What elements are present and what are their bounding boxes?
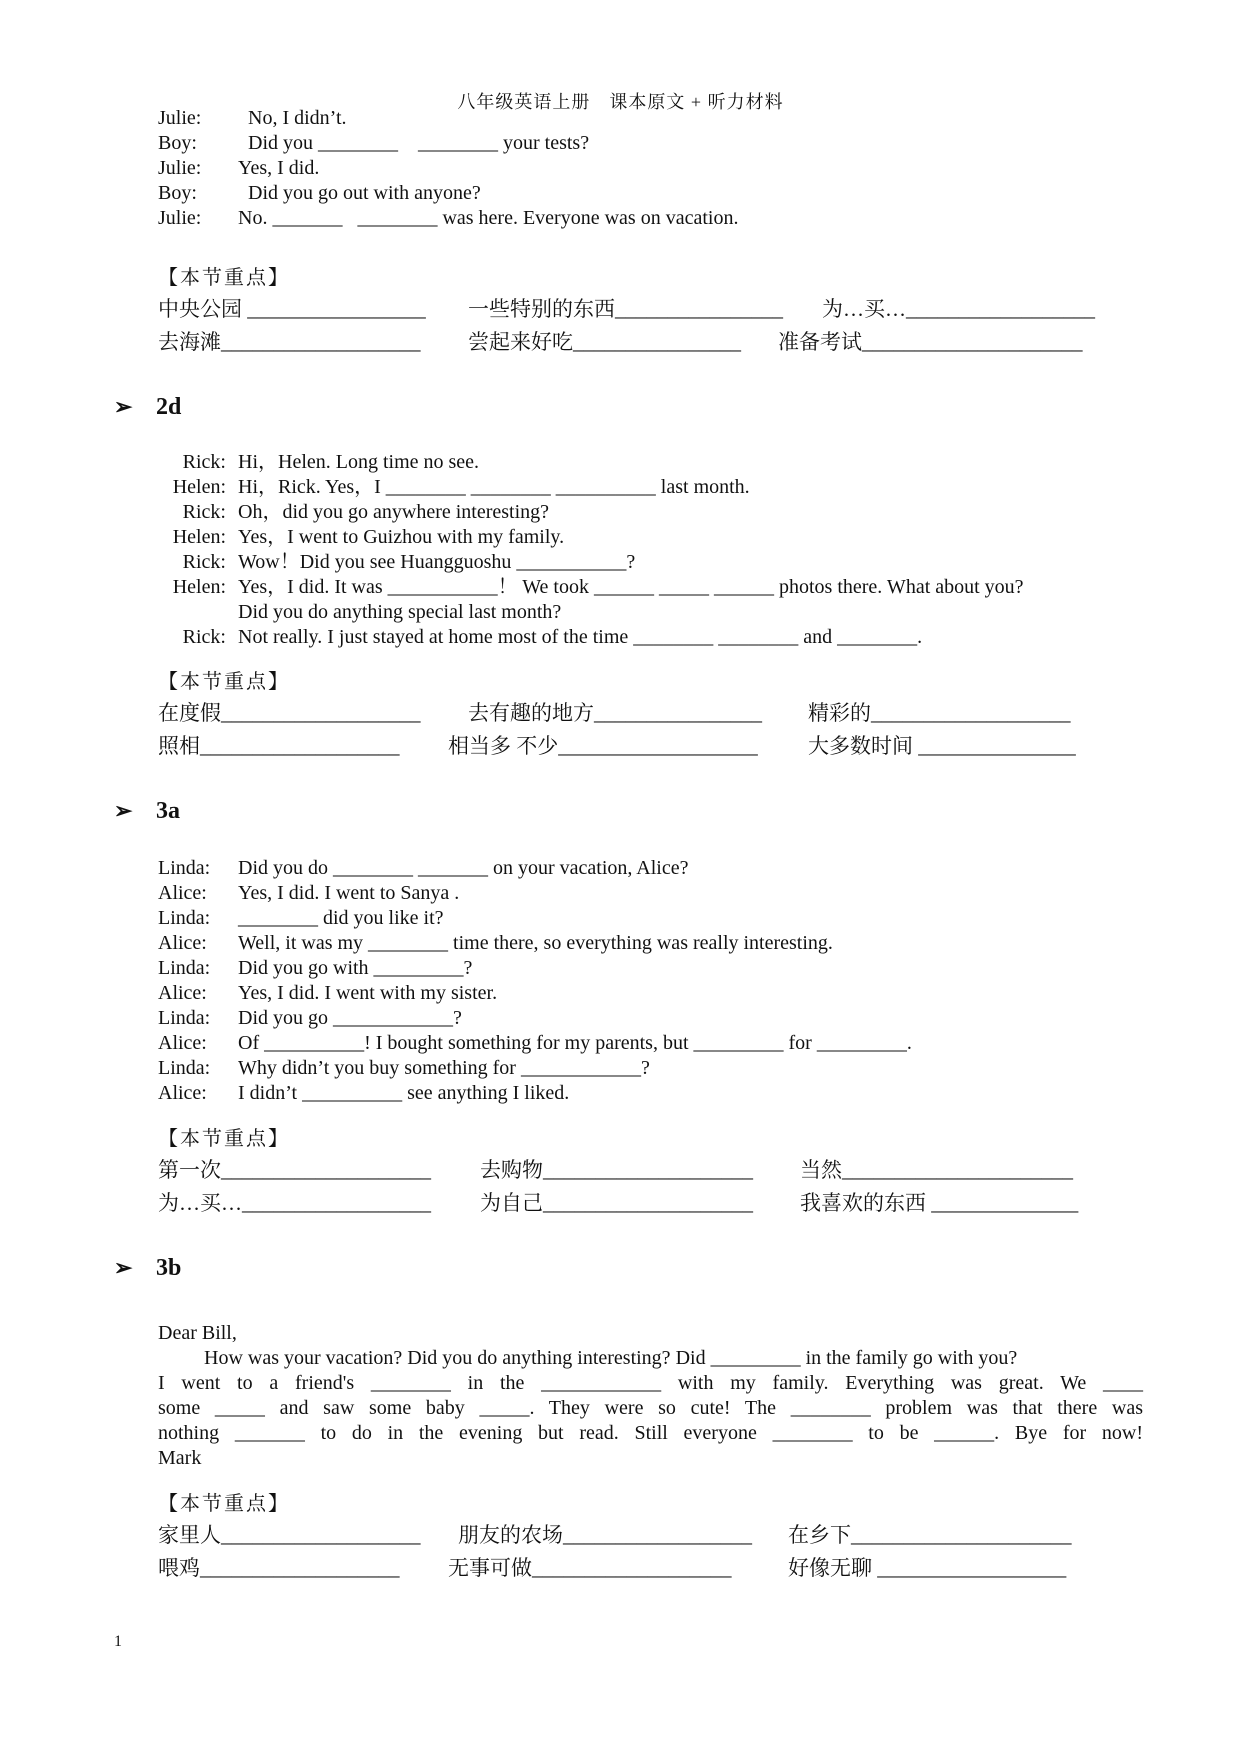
- dialogue-line: [158, 575, 1024, 600]
- dialogue-text: Did you go with _________?: [238, 957, 473, 979]
- dialogue-line: [158, 1006, 912, 1031]
- speaker-label: Alice:: [158, 882, 207, 904]
- dialogue-text: Yes, I did.: [238, 157, 320, 179]
- dialogue-text: Yes, I did. I went to Sanya .: [238, 882, 460, 904]
- speaker-label: Alice:: [158, 1082, 207, 1104]
- dialogue-line: [158, 1081, 912, 1106]
- focus-item: 好像无聊 __________________: [788, 1556, 1067, 1580]
- focus-item: 喂鸡___________________: [158, 1556, 400, 1580]
- focus-item: 去购物____________________: [480, 1158, 753, 1182]
- focus-row: [158, 697, 1118, 730]
- dialogue-text: Wow！Did you see Huangguoshu ___________?: [238, 551, 636, 573]
- focus-item: 中央公园 _________________: [158, 297, 426, 321]
- focus-item: 在度假___________________: [158, 701, 421, 725]
- speaker-label: Rick:: [182, 551, 226, 573]
- top-dialogue: [158, 106, 738, 231]
- focus-item: 家里人___________________: [158, 1523, 421, 1547]
- focus-item: 第一次____________________: [158, 1158, 431, 1182]
- dialogue-line: [158, 450, 1024, 475]
- dialogue-line: [158, 500, 1024, 525]
- speaker-label: Boy:: [158, 132, 197, 154]
- focus-row: [158, 730, 1118, 763]
- focus-item: 朋友的农场__________________: [458, 1523, 752, 1547]
- focus-item: 为…买…__________________: [822, 297, 1095, 321]
- focus-title: 【本节重点】: [158, 267, 290, 289]
- dialogue-text: Did you do anything special last month?: [238, 601, 562, 623]
- speaker-label: Julie:: [158, 157, 202, 179]
- focus-item: 尝起来好吃________________: [468, 330, 741, 354]
- letter-text: How was your vacation? Did you do anything interesting? Did _________ in the family go with you?: [204, 1347, 1018, 1369]
- speaker-label: Linda:: [158, 1007, 211, 1029]
- dialogue-line: [158, 475, 1024, 500]
- focus-item: 无事可做___________________: [448, 1556, 732, 1580]
- focus-item: 照相___________________: [158, 734, 400, 758]
- dialogue-text: Oh，did you go anywhere interesting?: [238, 501, 550, 523]
- page-number: 1: [114, 1633, 122, 1650]
- dialogue-text: Hi，Rick. Yes，I ________ ________ __________ last month.: [238, 476, 750, 498]
- letter-salutation: Dear Bill,: [158, 1322, 237, 1344]
- top-focus: [158, 263, 1118, 359]
- letter-3b: [158, 1321, 1143, 1471]
- section-heading-3b: [114, 1253, 181, 1283]
- focus-3a: [158, 1124, 1118, 1220]
- dialogue-line: [158, 956, 912, 981]
- speaker-label: Linda:: [158, 1057, 211, 1079]
- dialogue-line: [158, 106, 738, 131]
- speaker-label: Julie:: [158, 107, 202, 129]
- dialogue-text: Did you go ____________?: [238, 1007, 462, 1029]
- section-title: 2d: [156, 394, 182, 420]
- speaker-label: Julie:: [158, 207, 202, 229]
- arrow-bullet-icon: ➢: [114, 1255, 133, 1280]
- focus-item: 大多数时间 _______________: [808, 734, 1076, 758]
- dialogue-line: [158, 600, 1024, 625]
- arrow-bullet-icon: ➢: [114, 394, 133, 419]
- speaker-label: Helen:: [172, 576, 226, 598]
- dialogue-line: [158, 1056, 912, 1081]
- focus-row: [158, 1187, 1118, 1220]
- focus-row: [158, 1552, 1118, 1585]
- focus-item: 相当多 不少___________________: [448, 734, 758, 758]
- dialogue-2d: [158, 450, 1024, 650]
- speaker-label: Alice:: [158, 982, 207, 1004]
- dialogue-text: Hi，Helen. Long time no see.: [238, 451, 480, 473]
- speaker-label: Alice:: [158, 932, 207, 954]
- focus-item: 准备考试_____________________: [778, 330, 1083, 354]
- speaker-label: Linda:: [158, 957, 211, 979]
- focus-title: 【本节重点】: [158, 1493, 290, 1515]
- dialogue-line: [158, 906, 912, 931]
- speaker-label: Linda:: [158, 857, 211, 879]
- focus-item: 去有趣的地方________________: [468, 701, 762, 725]
- dialogue-text: Did you do ________ _______ on your vacation, Alice?: [238, 857, 689, 879]
- focus-3b: [158, 1489, 1118, 1585]
- focus-item: 去海滩___________________: [158, 330, 421, 354]
- focus-item: 当然______________________: [800, 1158, 1073, 1182]
- focus-row: [158, 1519, 1118, 1552]
- dialogue-line: [158, 856, 912, 881]
- speaker-label: Helen:: [172, 476, 226, 498]
- dialogue-line: [158, 881, 912, 906]
- dialogue-line: [158, 550, 1024, 575]
- dialogue-text: Yes, I did. I went with my sister.: [238, 982, 498, 1004]
- focus-item: 在乡下_____________________: [788, 1523, 1072, 1547]
- dialogue-line: [158, 156, 738, 181]
- letter-line: I went to a friend's ________ in the ____________ with my family. Everything was great. We ____: [158, 1372, 1143, 1394]
- focus-row: [158, 326, 1118, 359]
- letter-line: some _____ and saw some baby _____. They were so cute! The ________ problem was that there was: [158, 1397, 1143, 1419]
- dialogue-text: I didn’t __________ see anything I liked.: [238, 1082, 570, 1104]
- dialogue-line: [158, 931, 912, 956]
- letter-line: [158, 1346, 1143, 1371]
- dialogue-line: [158, 525, 1024, 550]
- speaker-label: Rick:: [182, 626, 226, 648]
- focus-row: [158, 293, 1118, 326]
- dialogue-text: No. _______ ________ was here. Everyone was on vacation.: [238, 207, 739, 229]
- dialogue-text: Did you go out with anyone?: [238, 182, 481, 204]
- focus-title: 【本节重点】: [158, 1128, 290, 1150]
- dialogue-text: No, I didn’t.: [238, 107, 347, 129]
- dialogue-text: Of __________! I bought something for my parents, but _________ for _________.: [238, 1032, 912, 1054]
- dialogue-text: Did you ________ ________ your tests?: [238, 132, 590, 154]
- dialogue-text: Why didn’t you buy something for ____________?: [238, 1057, 650, 1079]
- section-title: 3a: [156, 798, 180, 824]
- arrow-bullet-icon: ➢: [114, 798, 133, 823]
- focus-item: 一些特别的东西________________: [468, 297, 783, 321]
- dialogue-line: [158, 981, 912, 1006]
- speaker-label: Rick:: [182, 451, 226, 473]
- section-heading-2d: [114, 392, 181, 422]
- dialogue-text: Yes，I went to Guizhou with my family.: [238, 526, 565, 548]
- letter-line: nothing _______ to do in the evening but read. Still everyone ________ to be ______. Bye for now!: [158, 1422, 1143, 1444]
- dialogue-line: [158, 206, 738, 231]
- speaker-label: Boy:: [158, 182, 197, 204]
- dialogue-text: ________ did you like it?: [238, 907, 444, 929]
- dialogue-text: Yes，I did. It was ___________！ We took ______ _____ ______ photos there. What about you?: [238, 576, 1024, 598]
- speaker-label: Linda:: [158, 907, 211, 929]
- focus-item: 我喜欢的东西 ______________: [800, 1191, 1079, 1215]
- letter-signature: Mark: [158, 1447, 202, 1469]
- speaker-label: Helen:: [172, 526, 226, 548]
- dialogue-text: Not really. I just stayed at home most of the time ________ ________ and ________.: [238, 626, 923, 648]
- section-title: 3b: [156, 1255, 182, 1281]
- dialogue-text: Well, it was my ________ time there, so everything was really interesting.: [238, 932, 833, 954]
- dialogue-line: [158, 1031, 912, 1056]
- focus-item: 精彩的___________________: [808, 701, 1071, 725]
- section-heading-3a: [114, 796, 180, 826]
- dialogue-3a: [158, 856, 912, 1106]
- focus-2d: [158, 667, 1118, 763]
- focus-item: 为…买…__________________: [158, 1191, 431, 1215]
- dialogue-line: [158, 131, 738, 156]
- focus-title: 【本节重点】: [158, 671, 290, 693]
- page-header: 八年级英语上册 课本原文 + 听力材料: [457, 92, 784, 112]
- focus-row: [158, 1154, 1118, 1187]
- speaker-label: Alice:: [158, 1032, 207, 1054]
- speaker-label: Rick:: [182, 501, 226, 523]
- focus-item: 为自己____________________: [480, 1191, 753, 1215]
- dialogue-line: [158, 181, 738, 206]
- dialogue-line: [158, 625, 1024, 650]
